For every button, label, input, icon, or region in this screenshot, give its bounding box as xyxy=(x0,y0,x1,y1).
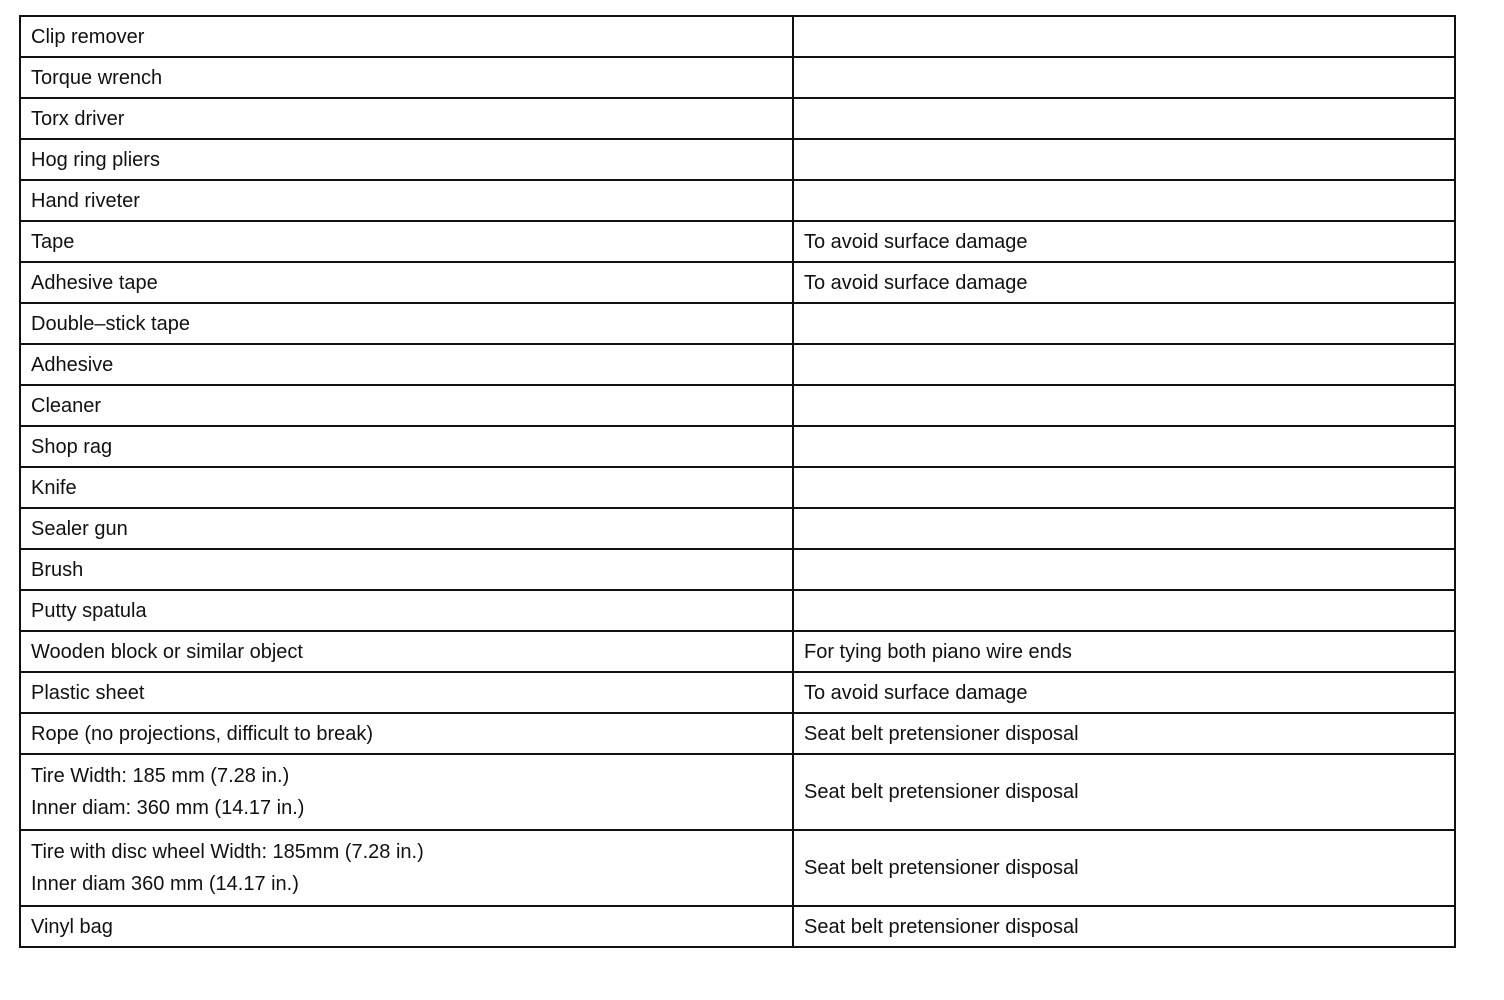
note-cell xyxy=(793,98,1455,139)
tool-cell xyxy=(20,631,793,672)
tool-cell xyxy=(20,426,793,467)
note-cell: Seat belt pretensioner disposal xyxy=(793,754,1455,830)
note-cell xyxy=(793,180,1455,221)
table-row xyxy=(20,262,1455,303)
tool-cell xyxy=(20,57,793,98)
tool-cell xyxy=(20,590,793,631)
note-cell xyxy=(793,16,1455,57)
note-cell xyxy=(793,549,1455,590)
tool-name: Inner diam 360 mm (14.17 in.) xyxy=(31,873,299,895)
tool-name: Wooden block or similar object xyxy=(31,640,303,663)
table-row xyxy=(20,508,1455,549)
note-cell xyxy=(793,508,1455,549)
tool-cell xyxy=(20,754,793,830)
table-row xyxy=(20,754,1455,830)
note-cell xyxy=(793,385,1455,426)
note-cell: To avoid surface damage xyxy=(793,262,1455,303)
tool-name: Brush xyxy=(31,558,84,581)
tool-cell xyxy=(20,303,793,344)
tool-cell xyxy=(20,713,793,754)
table-row xyxy=(20,467,1455,508)
table-row xyxy=(20,713,1455,754)
tool-cell xyxy=(20,139,793,180)
note-cell: Seat belt pretensioner disposal xyxy=(793,906,1455,947)
table-row xyxy=(20,98,1455,139)
tool-cell xyxy=(20,16,793,57)
table-row xyxy=(20,830,1455,906)
tool-name: Tape xyxy=(31,230,75,253)
tool-cell xyxy=(20,262,793,303)
tool-cell xyxy=(20,672,793,713)
note-cell xyxy=(793,590,1455,631)
table-row xyxy=(20,16,1455,57)
table-row xyxy=(20,139,1455,180)
tool-name: Tire with disc wheel Width: 185mm (7.28 in.) xyxy=(31,841,424,863)
tools-table xyxy=(19,15,1456,948)
tool-cell xyxy=(20,385,793,426)
table-row xyxy=(20,180,1455,221)
tool-name: Inner diam: 360 mm (14.17 in.) xyxy=(31,797,305,819)
note-cell xyxy=(793,426,1455,467)
tool-name: Putty spatula xyxy=(31,599,147,622)
note-cell xyxy=(793,303,1455,344)
table-row xyxy=(20,672,1455,713)
tool-cell xyxy=(20,221,793,262)
table-row xyxy=(20,303,1455,344)
tool-name: Hog ring pliers xyxy=(31,148,160,171)
table-row xyxy=(20,426,1455,467)
tool-name: Sealer gun xyxy=(31,517,128,540)
note-cell xyxy=(793,57,1455,98)
table-row xyxy=(20,549,1455,590)
note-cell: Seat belt pretensioner disposal xyxy=(793,713,1455,754)
note-cell xyxy=(793,344,1455,385)
note-cell xyxy=(793,139,1455,180)
tool-name: Tire Width: 185 mm (7.28 in.) xyxy=(31,765,290,787)
tool-name: Rope (no projections, difficult to break) xyxy=(31,722,374,745)
tool-name: Torque wrench xyxy=(31,66,163,89)
tool-name: Adhesive xyxy=(31,353,114,376)
tool-cell xyxy=(20,180,793,221)
table-row xyxy=(20,631,1455,672)
table-row xyxy=(20,906,1455,947)
tool-name: Cleaner xyxy=(31,394,102,417)
tool-name: Hand riveter xyxy=(31,189,140,212)
table-row xyxy=(20,385,1455,426)
tool-name: Clip remover xyxy=(31,25,145,48)
table-row xyxy=(20,344,1455,385)
tool-name: Vinyl bag xyxy=(31,915,113,938)
note-cell: To avoid surface damage xyxy=(793,221,1455,262)
tool-name: Shop rag xyxy=(31,435,113,458)
table-row xyxy=(20,57,1455,98)
tool-cell xyxy=(20,906,793,947)
tool-cell xyxy=(20,98,793,139)
note-cell xyxy=(793,467,1455,508)
tools-table-body xyxy=(20,16,1455,947)
tool-cell xyxy=(20,549,793,590)
table-row xyxy=(20,590,1455,631)
note-cell: To avoid surface damage xyxy=(793,672,1455,713)
note-cell: Seat belt pretensioner disposal xyxy=(793,830,1455,906)
tool-cell xyxy=(20,344,793,385)
tool-cell xyxy=(20,467,793,508)
tool-name: Knife xyxy=(31,476,77,499)
table-row xyxy=(20,221,1455,262)
tool-name: Adhesive tape xyxy=(31,271,158,294)
tool-cell xyxy=(20,830,793,906)
tool-name: Plastic sheet xyxy=(31,681,145,704)
note-cell: For tying both piano wire ends xyxy=(793,631,1455,672)
tool-name: Double–stick tape xyxy=(31,312,190,335)
tool-cell xyxy=(20,508,793,549)
tool-name: Torx driver xyxy=(31,107,125,130)
